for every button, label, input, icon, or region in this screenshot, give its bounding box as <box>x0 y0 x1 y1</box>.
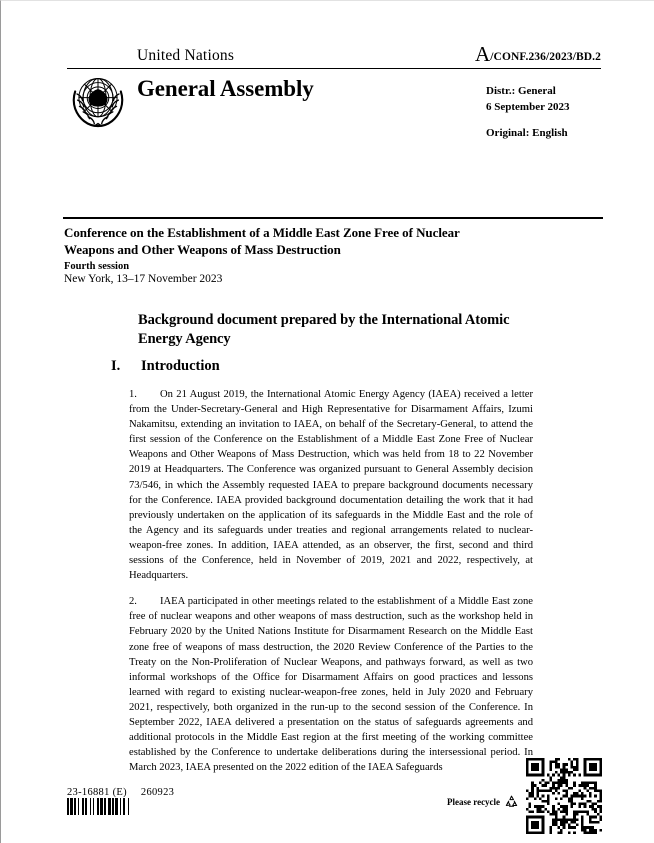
distribution-date: 6 September 2023 <box>486 100 570 113</box>
original-language: Original: English <box>486 127 568 140</box>
conference-rule <box>63 217 603 219</box>
paragraph-number: 1. <box>129 389 137 400</box>
masthead-top-row <box>67 44 601 65</box>
paragraph <box>129 387 533 583</box>
paragraph <box>129 594 533 775</box>
paragraph-text: IAEA participated in other meetings related to the establishment of a Middle East zone free of nuclear weapons and other weapons of mass destruction, such as the workshop held in February 2020 by the United Nations Institute for Disarmament Research on the Middle East zone free of weapons of mass destruction, the 2020 Review Conference of the Parties to the Treaty on the Non-Proliferation of Nuclear Weapons, and pathways forward, as well as two informal workshops of the Office for Disarmament Affairs on good practices and lessons learned with regard to existing nuclear-weapon-free zones, held in July 2020 and February 2021, respectively, both organized in the run-up to the second session of the Conference. In September 2022, IAEA delivered a presentation on the status of safeguards agreements and additional protocols in the Middle East region at the first meeting of the working committee established by the Conference to undertake deliberations during the intersessional period. In March 2023, IAEA presented on the 2022 edition of the IAEA Safeguards <box>129 596 533 774</box>
document-symbol <box>475 44 601 65</box>
job-number-value: 23-16881 (E) <box>67 787 127 798</box>
organ-title: General Assembly <box>137 76 314 101</box>
document-symbol-prefix: A <box>475 42 491 66</box>
conference-title: Conference on the Establishment of a Middle East Zone Free of Nuclear Weapons and Other Weapons of Mass Destruction <box>64 225 460 258</box>
job-number <box>67 787 174 798</box>
distribution-block <box>486 84 570 142</box>
masthead-body-row <box>67 71 601 141</box>
distribution-label: Distr.: General <box>486 85 556 97</box>
section-title: Introduction <box>141 358 220 374</box>
recycle-icon <box>503 794 520 810</box>
page-title: Background document prepared by the International Atomic Energy Agency <box>138 312 510 348</box>
un-emblem-icon <box>67 73 129 131</box>
recycle-label: Please recycle <box>447 797 501 807</box>
masthead-rule <box>67 68 601 69</box>
recycle-notice <box>447 794 520 810</box>
paragraph-text: On 21 August 2019, the International Atomic Energy Agency (IAEA) received a letter from the Under-Secretary-General and High Representative for Disarmament Affairs, Izumi Nakamitsu, extending an invitation to IAEA, on behalf of the Secretary-General, to attend the first session of the Conference on the Establishment of a Middle East Zone Free of Nuclear Weapons and Other Weapons of Mass Destruction, which was held from 18 to 22 November 2019 at Headquarters. The Conference was organized pursuant to General Assembly decision 73/546, in which the Assembly requested IAEA to prepare background documents necessary for the Conference. IAEA provided background documentation detailing the work that it had previously undertaken on the application of its safeguards in the Middle East and the role of the Agency and its safeguards under treaties and regional arrangements related to nuclear-weapon-free zones. In addition, IAEA attended, as an observer, the first, second and third sessions of the Conference, held in November of 2019, 2021 and 2022, respectively, at Headquarters. <box>129 389 533 582</box>
masthead <box>1 1 654 201</box>
job-date: 260923 <box>140 787 175 798</box>
conference-venue-dates: New York, 13–17 November 2023 <box>64 272 223 285</box>
barcode <box>67 798 185 815</box>
paragraph-number: 2. <box>129 596 137 608</box>
section-numeral: I. <box>111 358 121 374</box>
qr-code <box>526 758 602 834</box>
organization-name: United Nations <box>137 47 235 64</box>
conference-block <box>64 224 484 285</box>
spacer <box>486 115 570 126</box>
document-symbol-rest: /CONF.236/2023/BD.2 <box>490 51 601 63</box>
conference-session: Fourth session <box>64 260 130 272</box>
body-text <box>129 387 533 786</box>
section-heading <box>111 358 531 375</box>
